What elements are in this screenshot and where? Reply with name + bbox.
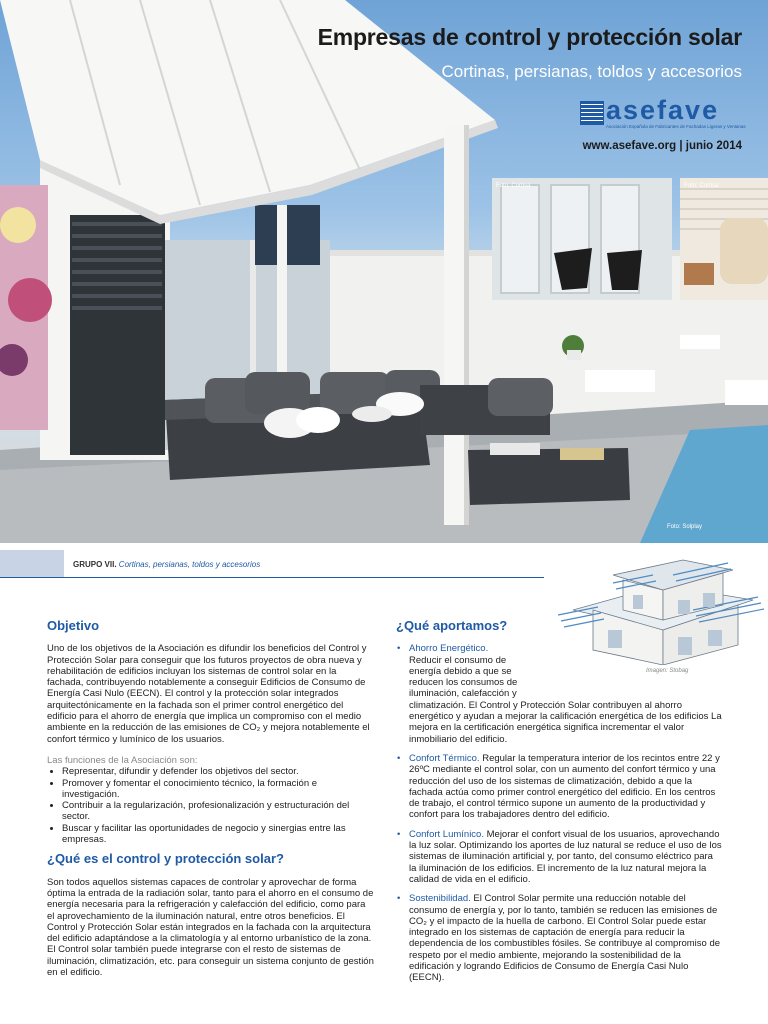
- page-subtitle: Cortinas, persianas, toldos y accesorios: [441, 62, 742, 81]
- website-date: www.asefave.org | junio 2014: [582, 140, 742, 152]
- functions-list: [47, 766, 375, 845]
- photo-credit: Foto: Cortisa: [496, 183, 531, 189]
- logo-word: asefave: [606, 95, 720, 125]
- objetivo-heading: Objetivo: [47, 618, 100, 633]
- list-item: [396, 643, 722, 745]
- list-item: [396, 893, 722, 983]
- inset-photo-curtains: [492, 178, 672, 300]
- term-confort-luminico: Confort Lumínico.: [409, 828, 484, 840]
- list-item: • Contribuir a la regularización, profesionalización y estructuración del sector.: [62, 800, 375, 823]
- photo-credit: Foto: Solplay: [667, 524, 703, 530]
- group-title: Cortinas, persianas, toldos y accesorios: [118, 560, 261, 569]
- text-confort-termico: Regular la temperatura interior de los recintos entre 22 y 26ºC mediante el control solar, con un aumento del confort térmico y una reducción del uso de los sistemas de climatización, debido a que la fachada actúa como primer control energético del edificio. En los centros de trabajo, el control térmico supone un aumento de la productividad y confort para los trabajadores dentro del edificio.: [409, 752, 720, 821]
- logo-tagline: Asociación Española de Fabricantes de Fachadas Ligeras y Ventanas: [606, 124, 746, 129]
- asefave-logo: [580, 95, 746, 131]
- objetivo-body: Uno de los objetivos de la Asociación es difundir los beneficios del Control y Protección Solar para conseguir que los futuros proyectos de obra nueva y rehabilitación de edificios incluyan los sistemas de control solar en la fachada, contribuyendo notablemente a conseguir Edificios de Consumo de Energía Casi Nulo (EECN). El control y la protección solar integrados arquitectónicamente en la fachada son el primer control energético del edificio para el ahorro de energía que implica un compromiso con el medio ambiente en la reducción de las emisiones de CO₂ y mejora notablemente el confort térmico y lumínico de los usuarios.: [47, 643, 370, 745]
- term-sostenibilidad: Sostenibilidad.: [409, 893, 471, 905]
- image-wrap-spacer: [522, 643, 722, 698]
- logo-grid-icon: [580, 101, 604, 125]
- aportamos-heading: ¿Qué aportamos?: [396, 618, 508, 633]
- inset-photo-armchair: [680, 178, 768, 300]
- text-sostenibilidad: El Control Solar permite una reducción notable del consumo de energía y, por lo tanto, también se reducen las emisiones de CO₂ y el impacto de la huella de carbono. El Control Solar puede estar integrado en los sistemas de captación de energía para reducir la dependencia de los combustibles fósiles. Se contribuye al compromiso de respeto por el medio ambiente, mejorando la sostenibilidad de la edificación y logrando Edificios de Consumo de Energía Casi Nulo (EECN).: [409, 893, 721, 984]
- term-ahorro: Ahorro Energético.: [409, 643, 489, 655]
- group-label: GRUPO VII.: [73, 560, 117, 569]
- text-confort-luminico: Mejorar el confort visual de los usuarios, aprovechando la luz solar. Optimizando los aportes de luz natural se reduce el uso de los sistemas de iluminación artificial y, por tanto, del consumo eléctrico para la iluminación de los edificios. El incremento de la luz natural mejora la calidad de vida en el edificio.: [409, 828, 722, 885]
- page-title: Empresas de control y protección solar: [317, 24, 742, 50]
- photo-credit: Foto: Cortisa: [684, 183, 719, 189]
- que-es-body: Son todos aquellos sistemas capaces de controlar y aprovechar de forma óptima la entrada de la radiación solar, tanto para el ahorro en el consumo de energía necesaria para la refrigeración y calefacción del edificio, como para el aprovechamiento de la iluminación natural, entre otros beneficios. El Control y Protección Solar están integrados en la fachada con la arquitectura del edificio adaptándose a la climatología y al entorno urbanístico de la zona. El Control solar también puede integrarse con el resto de sistemas de iluminación, climatización, etc. para conseguir un sistema conjunto de gestión en el edificio.: [47, 876, 374, 979]
- list-item: • Buscar y facilitar las oportunidades de negocio y sinergias entre las empresas.: [62, 823, 375, 846]
- image-caption: Imagen: Stobag: [646, 668, 689, 674]
- que-es-heading: ¿Qué es el control y protección solar?: [47, 851, 284, 867]
- group-bar-block: [0, 550, 64, 577]
- aportamos-list: [396, 643, 722, 983]
- text-ahorro: Reducir el consumo de energía debido a que se reducen los consumos de iluminación, calefacción y climatización. El Control y Protección Solar contribuyen al ahorro energético y ayudan a mejorar la calificación energética de los edificios La mejora en la certificación energética significa incrementar el valor inmobiliario del edificio.: [409, 654, 722, 745]
- term-confort-termico: Confort Térmico.: [409, 752, 480, 764]
- group-bar: [0, 550, 544, 578]
- list-item: • Promover y fomentar el conocimiento técnico, la formación e investigación.: [62, 778, 375, 801]
- functions-title: Las funciones de la Asociación son:: [47, 754, 198, 766]
- list-item: [396, 753, 722, 821]
- left-column: [47, 620, 375, 978]
- list-item: • Representar, difundir y defender los objetivos del sector.: [62, 766, 375, 777]
- right-column: [396, 620, 722, 992]
- list-item: [396, 829, 722, 885]
